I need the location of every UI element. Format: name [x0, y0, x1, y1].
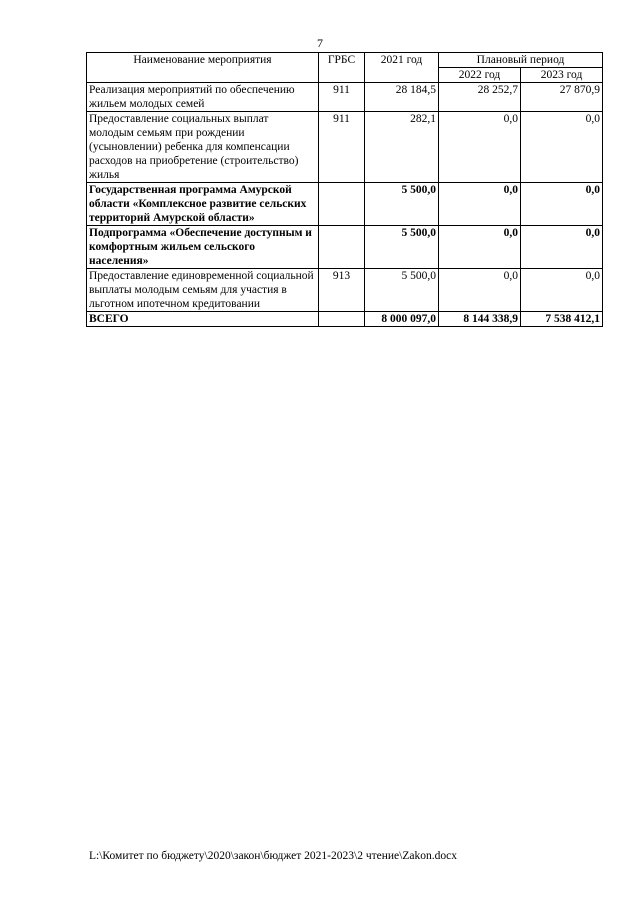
row-2021: 28 184,5	[365, 83, 439, 112]
row-2023: 0,0	[521, 269, 603, 312]
row-2023: 0,0	[521, 183, 603, 226]
total-2022: 8 144 338,9	[439, 312, 521, 327]
header-2023: 2023 год	[521, 68, 603, 83]
row-grbs: 913	[319, 269, 365, 312]
row-2023: 27 870,9	[521, 83, 603, 112]
file-path-footer: L:\Комитет по бюджету\2020\закон\бюджет 2021-2023\2 чтение\Zakon.docx	[89, 850, 457, 862]
row-grbs: 911	[319, 112, 365, 183]
header-2021: 2021 год	[365, 53, 439, 83]
row-name: Реализация мероприятий по обеспечению жильем молодых семей	[87, 83, 319, 112]
header-grbs: ГРБС	[319, 53, 365, 83]
header-name: Наименование мероприятия	[87, 53, 319, 83]
row-2021: 5 500,0	[365, 226, 439, 269]
table-row	[87, 226, 603, 269]
total-2021: 8 000 097,0	[365, 312, 439, 327]
row-name: Подпрограмма «Обеспечение доступным и комфортным жильем сельского населения»	[87, 226, 319, 269]
row-name: Предоставление единовременной социальной выплаты молодым семьям для участия в льготном ипотечном кредитовании	[87, 269, 319, 312]
row-grbs	[319, 183, 365, 226]
total-2023: 7 538 412,1	[521, 312, 603, 327]
header-planned-period: Плановый период	[439, 53, 603, 68]
table-row	[87, 183, 603, 226]
table-row	[87, 83, 603, 112]
budget-table	[86, 52, 603, 327]
total-row	[87, 312, 603, 327]
table-row	[87, 269, 603, 312]
row-2022: 0,0	[439, 269, 521, 312]
row-2022: 0,0	[439, 183, 521, 226]
page-number: 7	[317, 36, 323, 50]
row-2023: 0,0	[521, 112, 603, 183]
row-grbs: 911	[319, 83, 365, 112]
total-grbs	[319, 312, 365, 327]
total-label: ВСЕГО	[87, 312, 319, 327]
row-2022: 0,0	[439, 226, 521, 269]
row-2023: 0,0	[521, 226, 603, 269]
row-grbs	[319, 226, 365, 269]
row-2022: 0,0	[439, 112, 521, 183]
row-2021: 282,1	[365, 112, 439, 183]
table-row	[87, 112, 603, 183]
row-2021: 5 500,0	[365, 183, 439, 226]
header-2022: 2022 год	[439, 68, 521, 83]
row-2022: 28 252,7	[439, 83, 521, 112]
row-name: Предоставление социальных выплат молодым семьям при рождении (усыновлении) ребенка для компенсации расходов на приобретение (строительство) жилья	[87, 112, 319, 183]
row-name: Государственная программа Амурской области «Комплексное развитие сельских территорий Амурской области»	[87, 183, 319, 226]
row-2021: 5 500,0	[365, 269, 439, 312]
